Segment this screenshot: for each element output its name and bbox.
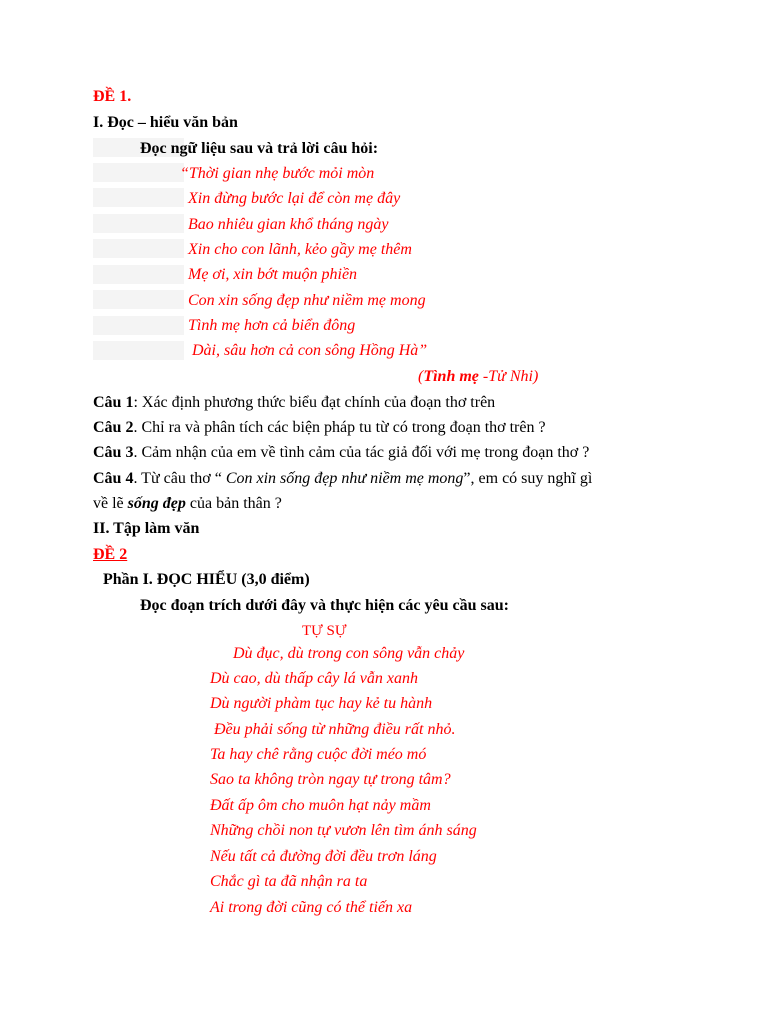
de2-instruction: Đọc đoạn trích dưới đây và thực hiện các yêu cầu sau: [140, 597, 509, 614]
poem-line: Xin cho con lãnh, kẻo gầy mẹ thêm [188, 241, 412, 258]
question-label: Câu 1 [93, 394, 134, 411]
question-text: : Xác định phương thức biểu đạt chính của đoạn thơ trên [133, 394, 496, 411]
question-text: . Từ câu thơ “ [133, 470, 226, 487]
poem-line: Đều phải sống từ những điều rất nhỏ. [210, 721, 456, 738]
question-label: Câu 4 [93, 470, 134, 487]
shade-block [93, 265, 184, 284]
de1-section2-heading: II. Tập làm văn [93, 520, 200, 537]
poem-line: Dù người phàm tục hay kẻ tu hành [210, 695, 433, 712]
question-1 [93, 393, 495, 413]
question-emphasis: sống đẹp [127, 495, 186, 512]
poem-line: Bao nhiêu gian khổ tháng ngày [188, 216, 389, 233]
shade-block [93, 188, 184, 207]
question-text: về lẽ [93, 495, 128, 512]
shade-block [93, 316, 184, 335]
de2-title: ĐỀ 2 [93, 546, 128, 563]
shade-block [93, 290, 184, 309]
shade-block [93, 163, 184, 182]
question-3 [93, 443, 589, 463]
question-label: Câu 3 [93, 444, 134, 461]
poem-line: Những chồi non tự vươn lên tìm ánh sáng [210, 822, 477, 839]
poem-line: Ai trong đời cũng có thể tiến xa [210, 899, 413, 916]
poem-title: TỰ SỰ [302, 623, 347, 639]
question-text: của bản thân ? [185, 495, 282, 512]
poem-line: Dài, sâu hơn cả con sông Hồng Hà” [188, 342, 428, 359]
source-title: Tình mẹ [423, 368, 479, 385]
poem-line: Chắc gì ta đã nhận ra ta [210, 873, 368, 890]
poem-line: Nếu tất cả đường đời đều trơn láng [210, 848, 437, 865]
question-2 [93, 418, 546, 438]
poem-line: Xin đừng bước lại để còn mẹ đây [188, 190, 401, 207]
source-author: -Tử Nhi) [478, 368, 539, 385]
question-text: . Chỉ ra và phân tích các biện pháp tu từ có trong đoạn thơ trên ? [133, 419, 546, 436]
question-4 [93, 469, 592, 489]
shade-block [93, 239, 184, 258]
poem-line: Sao ta không tròn ngay tự trong tâm? [210, 771, 451, 788]
de1-instruction: Đọc ngữ liệu sau và trả lời câu hỏi: [140, 140, 379, 157]
question-text: . Cảm nhận của em về tình cảm của tác giả đối với mẹ trong đoạn thơ ? [133, 444, 590, 461]
question-4-cont [93, 494, 282, 514]
de2-part1-heading: Phần I. ĐỌC HIỂU (3,0 điểm) [103, 571, 310, 588]
de1-title: ĐỀ 1. [93, 88, 132, 105]
poem-line: Ta hay chê rằng cuộc đời méo mó [210, 746, 427, 763]
poem-line: Con xin sống đẹp như niềm mẹ mong [188, 292, 426, 309]
question-text: ”, em có suy nghĩ gì [463, 470, 593, 487]
question-label: Câu 2 [93, 419, 134, 436]
poem-line: Tình mẹ hơn cả biển đông [188, 317, 356, 334]
poem-line: “Thời gian nhẹ bước mỏi mòn [180, 165, 375, 182]
poem-line: Dù đục, dù trong con sông vẫn chảy [233, 645, 465, 662]
poem-line: Dù cao, dù thấp cây lá vẫn xanh [210, 670, 418, 687]
de1-section1-heading: I. Đọc – hiểu văn bản [93, 114, 238, 131]
shade-block [93, 341, 184, 360]
question-quote: Con xin sống đẹp như niềm mẹ mong [225, 470, 464, 487]
source-open: ( [418, 368, 424, 385]
poem-source [418, 367, 538, 387]
poem-line: Mẹ ơi, xin bớt muộn phiền [188, 266, 358, 283]
shade-block [93, 214, 184, 233]
poem-line: Đất ấp ôm cho muôn hạt nảy mầm [210, 797, 431, 814]
